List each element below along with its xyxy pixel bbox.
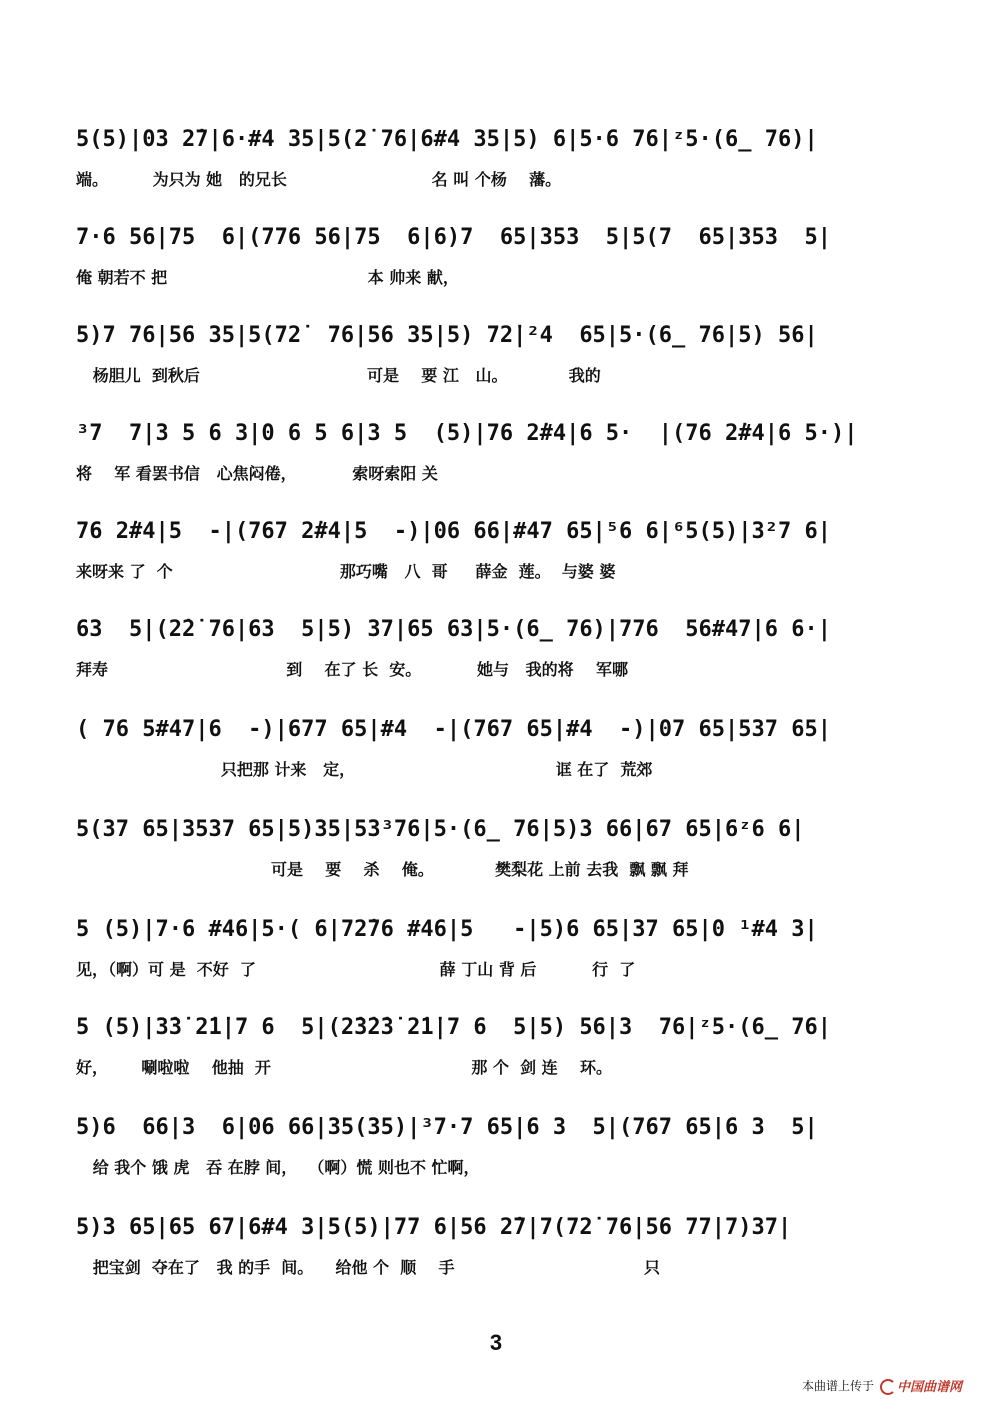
notation-line: ³7 7|3 5 6 3|0 6 5 6|3 5 (5)|76 2̇#4|6 5· |(76 2̇#4|6 5·)| [76,421,858,446]
site-logo-text: 中国曲谱网 [896,1380,962,1395]
score-system-11 [0,1098,992,1196]
score-system-5 [0,502,992,600]
lyrics-line: 可是 要 杀 俺。 樊梨花 上前 去我 飘 飘 拜 [76,860,689,879]
page-number: 3 [489,1330,503,1355]
cq-logo-icon [878,1379,894,1393]
site-logo[interactable] [878,1376,962,1395]
score-system-6 [0,600,992,698]
score-system-12 [0,1198,992,1296]
notation-line: 63 5|(2̇2̇ 76|63 5|5) 37|65 63|5·(6̲ 76)|776 56#47|6 6·| [76,617,831,642]
lyrics-line: 见，（啊）可 是 不好 了 薛 丁山 背 后 行 了 [76,960,636,979]
lyrics-line: 来呀来 了 个 那巧嘴 八 哥 薛金 莲。 与婆 婆 [76,562,616,581]
lyrics-line: 只把那 计来 定， 诓 在了 荒郊 [76,760,653,779]
lyrics-line: 给 我个 饿 虎 吞 在脖 间， （啊）慌 则也不 忙啊， [76,1158,480,1177]
lyrics-line: 拜寿 到 在了 长 安。 她与 我的将 军哪 [76,660,628,679]
notation-line: 5 (5)|7·6 #46|5·( 6|72̇76 #46|5 -|5)6 65|37 65|0 ¹#4 3| [76,917,818,942]
score-system-7 [0,700,992,798]
score-system-2 [0,208,992,306]
upload-credit [802,1376,962,1395]
notation-line: 5(37 65|3537 65|5)35|53³76|5·(6̲ 76|5)3 66|67 65|6ᶻ6 6| [76,817,805,842]
lyrics-line: 将 军 看罢书信 心焦闷倦， 索呀索阳 关 [76,464,438,483]
upload-credit-text: 本曲谱上传于 [801,1379,874,1393]
score-system-9 [0,900,992,998]
notation-line: 5)3 65|65 67|6#4 3|5(5)|77 6|56 2̇7|7(72̇ 76|56 77|7)37| [76,1215,792,1240]
notation-line: 5)6 66|3 6|06 66|35(35)|³7·7 65|6 3 5|(767 65|6 3 5| [76,1115,818,1140]
notation-line: 7·6 56|75 6|(776 56|75 6|6)7 65|353 5|5(7 65|353 5| [76,225,831,250]
lyrics-line: 好， 唰啦啦 他抽 开 那 个 剑 连 环。 [76,1058,612,1077]
lyrics-line: 把宝剑 夺在了 我 的手 间。 给他 个 顺 手 只 [76,1258,660,1277]
score-system-8 [0,800,992,898]
score-system-4 [0,404,992,502]
notation-line: 5 (5)|3̇3̇ 2̇1̇|7 6 5|(2̇3̇2̇3̇ 2̇1̇|7 6 5|5) 56|3 76|ᶻ5·(6̲ 76| [76,1015,831,1040]
lyrics-line: 俺 朝若不 把 本 帅来 献， [76,268,459,287]
lyrics-line: 端。 为只为 她 的兄长 名 叫 个杨 藩。 [76,170,562,189]
lyrics-line: 杨胆儿 到秋后 可是 要 江 山。 我的 [76,366,601,385]
score-system-3 [0,306,992,404]
notation-line: 5)7 76|56 35|5(72̇ 76|56 35|5) 72̇|²4 65|5·(6̲ 76|5) 56| [76,323,818,348]
notation-line: 5(5)|03 2̇7|6·#4 35|5(2̇ 76|6#4 35|5) 6|5·6 76|ᶻ5·(6̲ 76)| [76,127,818,152]
score-system-1 [0,110,992,208]
notation-line: ( 76 5#47|6 -)|677 65|#4 -|(767 65|#4 -)|07 65|537 65| [76,717,831,742]
notation-line: 76 2̇#4|5 -|(767 2̇#4|5 -)|06 66|#47 65|⁵6 6|⁶5(5)|3²7 6| [76,519,831,544]
score-system-10 [0,998,992,1096]
